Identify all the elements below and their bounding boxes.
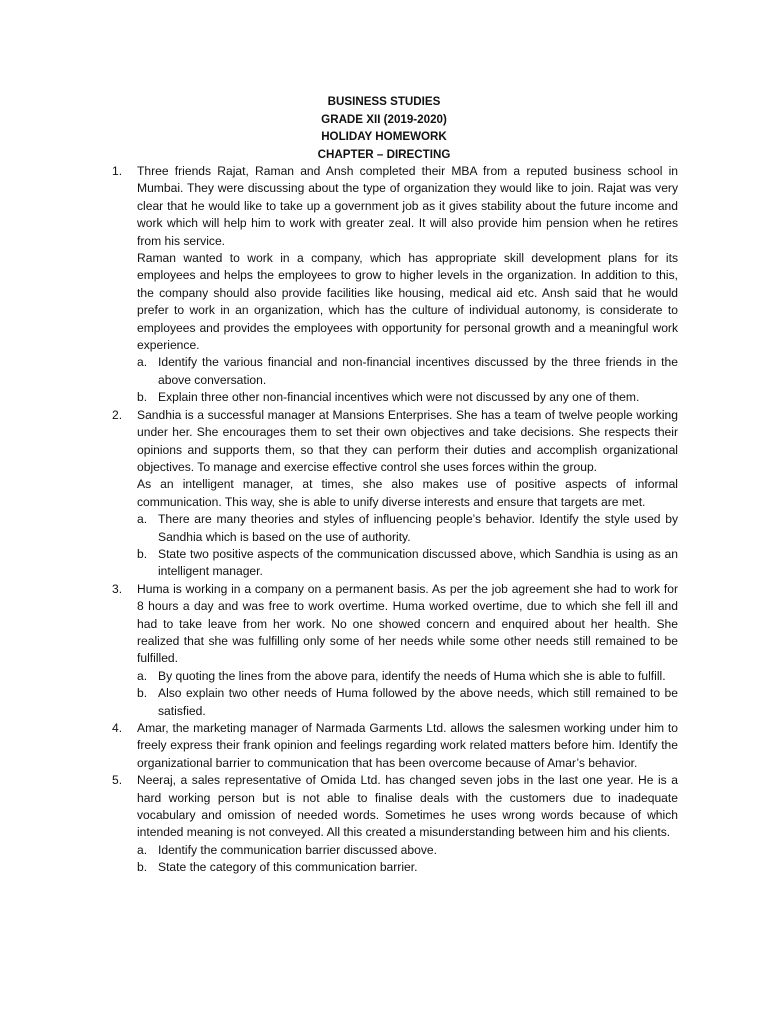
sub-question-text: Identify the various financial and non-financial incentives discussed by the three friends in the above conversation. xyxy=(158,355,678,387)
sub-question-letter: b. xyxy=(137,390,148,405)
sub-question xyxy=(137,546,678,581)
sub-question-letter: a. xyxy=(137,512,148,527)
subject-title: BUSINESS STUDIES xyxy=(327,95,441,108)
sub-question-text: Identify the communication barrier discussed above. xyxy=(158,842,437,857)
sub-question xyxy=(137,511,678,546)
sub-question-letter: a. xyxy=(137,355,148,370)
sub-question-text: State the category of this communication barrier. xyxy=(158,860,418,875)
question-number: 3. xyxy=(112,581,123,596)
sub-question-text: By quoting the lines from the above para, identify the needs of Huma which she is able to fulfill. xyxy=(158,668,666,683)
question-paragraph: Sandhia is a successful manager at Mansions Enterprises. She has a team of twelve people working under her. She encourages them to set their own objectives and take decisions. She respects their opinions and supports them, so that they can perform their duties and accomplish organizational objectives. To manage and exercise effective control she uses forces within the group. xyxy=(137,407,678,474)
sub-question-text: There are many theories and styles of influencing people’s behavior. Identify the style used by Sandhia which is based on the use of authority. xyxy=(158,512,678,544)
sub-question xyxy=(137,842,678,859)
document-header xyxy=(0,93,768,163)
sub-question xyxy=(137,354,678,389)
sub-question xyxy=(137,859,678,876)
question-3 xyxy=(112,581,678,720)
sub-question-list xyxy=(137,842,678,877)
sub-question-letter: a. xyxy=(137,668,148,683)
question-paragraph: Amar, the marketing manager of Narmada Garments Ltd. allows the salesmen working under him to freely express their frank opinion and feelings regarding work related matters before him. Identify the organizational barrier to communication that has been overcome because of Amar’s behavior. xyxy=(137,721,678,770)
assignment-title: HOLIDAY HOMEWORK xyxy=(321,130,447,144)
question-5 xyxy=(112,772,678,876)
sub-question xyxy=(137,668,678,685)
question-1 xyxy=(112,163,678,407)
sub-question xyxy=(137,389,678,406)
question-4 xyxy=(112,720,678,772)
question-number: 1. xyxy=(112,164,123,178)
sub-question-letter: b. xyxy=(137,546,148,561)
question-list xyxy=(112,163,678,877)
question-number: 2. xyxy=(112,407,123,422)
question-paragraph: As an intelligent manager, at times, she also makes use of positive aspects of informal communication. This way, she is able to unify diverse interests and ensure that targets are met. xyxy=(137,477,678,509)
question-paragraph: Raman wanted to work in a company, which has appropriate skill development plans for its employees and helps the employees to grow to higher levels in the organization. In addition to this, the company should also provide facilities like housing, medical aid etc. Ansh said that he would prefer to work in an organization, which has the culture of individual autonomy, is considerate to employees and provides the employees with opportunity for personal growth and a meaningful work experience. xyxy=(137,251,678,353)
sub-question-text: Also explain two other needs of Huma followed by the above needs, which still remained to be satisfied. xyxy=(158,686,678,718)
sub-question-letter: a. xyxy=(137,842,148,857)
sub-question-list xyxy=(137,668,678,720)
question-number: 4. xyxy=(112,721,123,735)
question-number: 5. xyxy=(112,773,123,788)
sub-question xyxy=(137,685,678,720)
sub-question-text: State two positive aspects of the communication discussed above, which Sandhia is using as an intelligent manager. xyxy=(158,546,678,579)
grade-title: GRADE XII (2019-2020) xyxy=(321,112,447,126)
chapter-title: CHAPTER – DIRECTING xyxy=(317,147,451,161)
sub-question-text: Explain three other non-financial incentives which were not discussed by any one of them. xyxy=(158,390,640,405)
sub-question-list xyxy=(137,354,678,406)
question-paragraph: Three friends Rajat, Raman and Ansh completed their MBA from a reputed business school in Mumbai. They were discussing about the type of organization they would like to join. Rajat was very clear that he would like to take up a government job as it gives stability about the future income and work which will help him to work with greater zeal. It will also provide him pension when he retires from his service. xyxy=(137,164,678,248)
question-2 xyxy=(112,407,678,581)
question-paragraph: Neeraj, a sales representative of Omida Ltd. has changed seven jobs in the last one year. He is a hard working person but is not able to finalise deals with the customers due to inadequate vocabulary and omission of needed words. Sometimes he uses wrong words because of which intended meaning is not conveyed. All this created a misunderstanding between him and his clients. xyxy=(137,773,678,840)
sub-question-list xyxy=(137,511,678,581)
sub-question-letter: b. xyxy=(137,860,148,875)
question-paragraph: Huma is working in a company on a permanent basis. As per the job agreement she had to work for 8 hours a day and was free to work overtime. Huma worked overtime, due to which she fell ill and had to take leave from her work. No one showed concern and enquired about her health. She realized that she was fulfilling only some of her needs while some other needs still remained to be fulfilled. xyxy=(137,581,678,666)
sub-question-letter: b. xyxy=(137,686,148,701)
